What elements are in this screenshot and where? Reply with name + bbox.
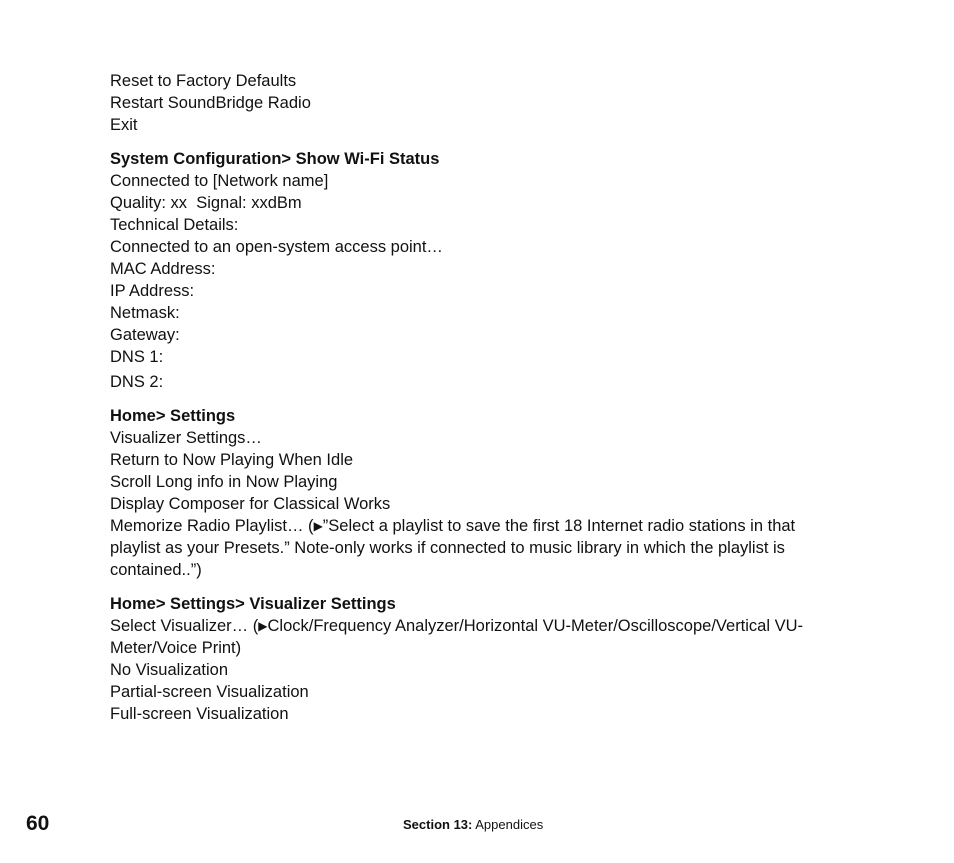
page-content <box>110 70 840 737</box>
wifi-gateway: Gateway: <box>110 326 180 344</box>
system-actions-block <box>110 70 840 136</box>
home-settings-heading: Home> Settings <box>110 407 236 425</box>
wifi-ip-address: IP Address: <box>110 282 195 300</box>
wifi-netmask: Netmask: <box>110 304 180 322</box>
menu-item-display-composer: Display Composer for Classical Works <box>110 495 391 513</box>
select-options: Clock/Frequency Analyzer/Horizontal VU-Meter/Oscilloscope/Vertical VU-Meter/Voice Print) <box>110 617 804 657</box>
menu-item-scroll-long-info: Scroll Long info in Now Playing <box>110 473 338 491</box>
page-number: 60 <box>26 812 50 835</box>
home-settings-block <box>110 405 840 581</box>
menu-item-reset-defaults: Reset to Factory Defaults <box>110 72 297 90</box>
footer-section-label: Section 13: <box>403 817 473 832</box>
wifi-status-block <box>110 148 840 393</box>
menu-item-full-visualization: Full-screen Visualization <box>110 705 289 723</box>
footer-section <box>403 817 543 833</box>
memorize-prefix: Memorize Radio Playlist… ( <box>110 517 314 535</box>
play-arrow-icon: ▶ <box>313 519 323 533</box>
wifi-access-point-line: Connected to an open-system access point… <box>110 238 443 256</box>
footer-section-title: Appendices <box>472 817 544 832</box>
menu-item-return-now-playing: Return to Now Playing When Idle <box>110 451 354 469</box>
visualizer-settings-block <box>110 593 840 725</box>
menu-item-restart: Restart SoundBridge Radio <box>110 94 311 112</box>
wifi-technical-details: Technical Details: <box>110 216 239 234</box>
menu-item-visualizer-settings: Visualizer Settings… <box>110 429 262 447</box>
wifi-quality-line: Quality: xx Signal: xxdBm <box>110 194 302 212</box>
play-arrow-icon: ▶ <box>258 619 268 633</box>
wifi-mac-address: MAC Address: <box>110 260 216 278</box>
wifi-dns2: DNS 2: <box>110 373 164 391</box>
wifi-status-heading: System Configuration> Show Wi-Fi Status <box>110 150 440 168</box>
select-prefix: Select Visualizer… ( <box>110 617 259 635</box>
menu-item-exit: Exit <box>110 116 138 134</box>
menu-item-memorize-playlist <box>110 515 840 581</box>
wifi-dns1: DNS 1: <box>110 348 164 366</box>
visualizer-settings-heading: Home> Settings> Visualizer Settings <box>110 595 396 613</box>
wifi-connected-line: Connected to [Network name] <box>110 172 329 190</box>
menu-item-select-visualizer <box>110 615 840 659</box>
menu-item-no-visualization: No Visualization <box>110 661 229 679</box>
menu-item-partial-visualization: Partial-screen Visualization <box>110 683 309 701</box>
memorize-description: ”Select a playlist to save the first 18 Internet radio stations in that playlist as your Presets.” Note-only works if connected to music library in which the playlist is contained..”) <box>110 517 796 579</box>
